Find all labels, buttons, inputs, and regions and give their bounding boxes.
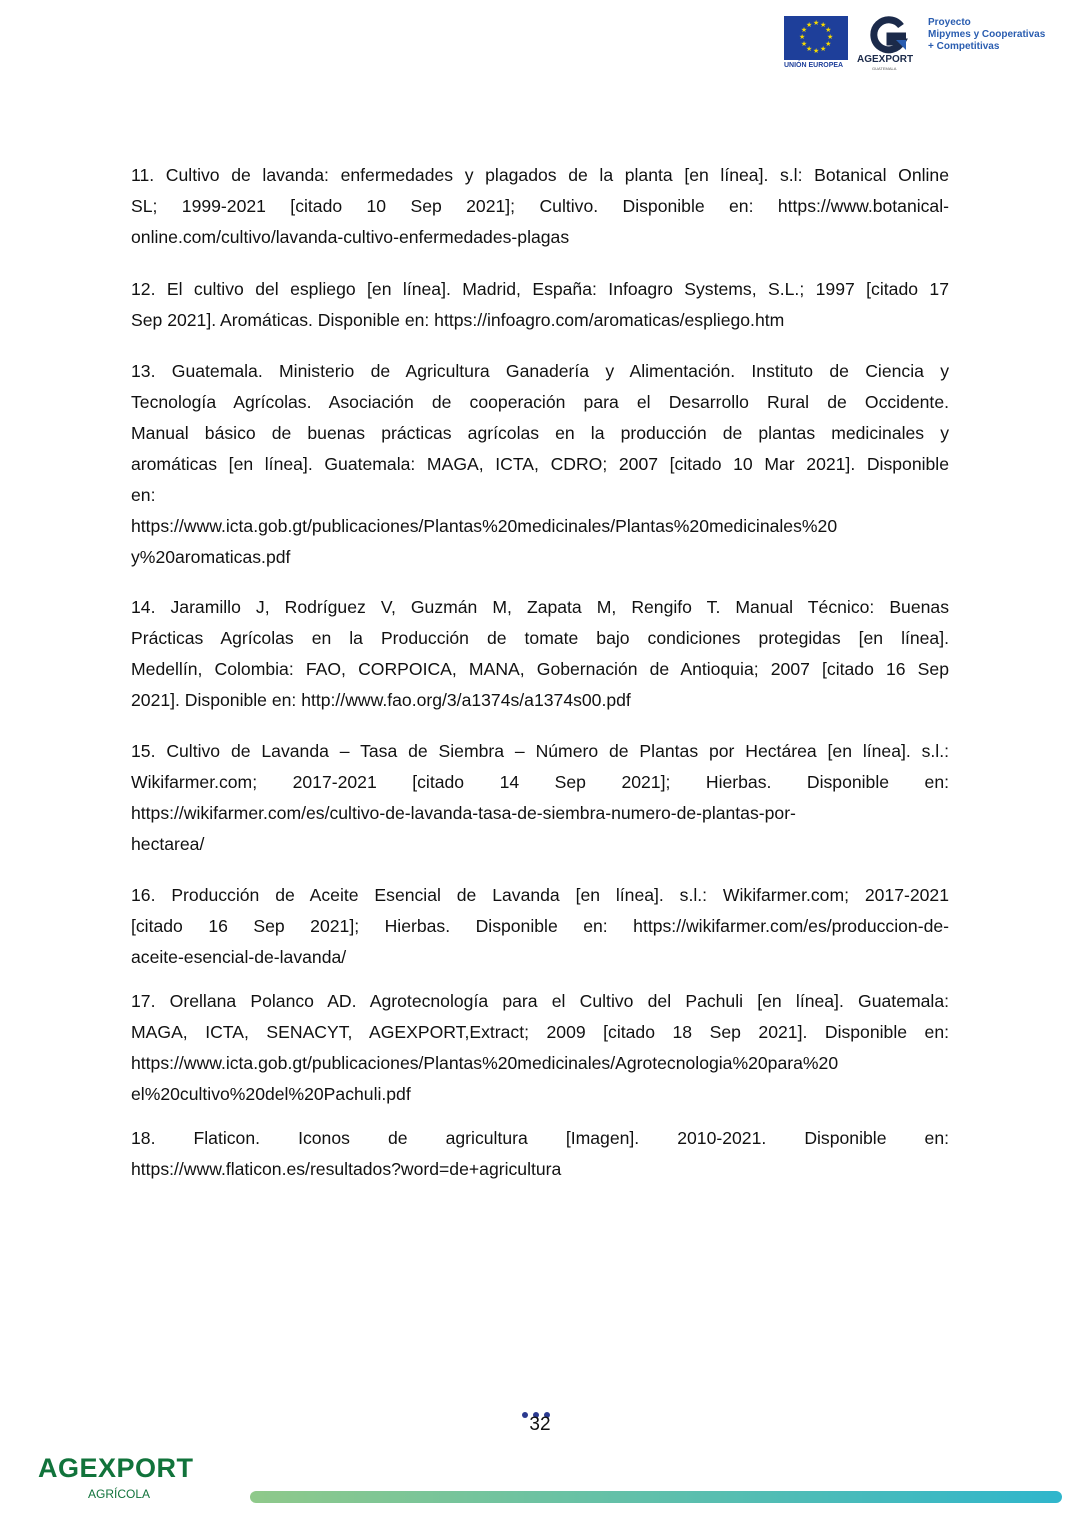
- footer-logo: AGEXPORT: [38, 1453, 194, 1483]
- star-icon: ★: [800, 27, 808, 34]
- agexport-sub: GUATEMALA: [872, 66, 897, 71]
- reference-item: [131, 986, 949, 1110]
- reference-line: Prácticas Agrícolas en la Producción de tomate bajo condiciones protegidas [en línea].: [131, 628, 949, 648]
- reference-line: https://www.icta.gob.gt/publicaciones/Plantas%20medicinales/Agrotecnologia%20para%20: [131, 1053, 839, 1073]
- reference-line: hectarea/: [131, 834, 205, 854]
- star-icon: ★: [820, 46, 827, 54]
- project-line: + Competitivas: [928, 41, 1000, 52]
- reference-line: Wikifarmer.com; 2017-2021 [citado 14 Sep 2021]; Hierbas. Disponible en:: [131, 772, 949, 792]
- reference-line: 14. Jaramillo J, Rodríguez V, Guzmán M, Zapata M, Rengifo T. Manual Técnico: Buenas: [131, 597, 949, 617]
- footer-gradient-bar: [250, 1491, 1062, 1503]
- reference-line: MAGA, ICTA, SENACYT, AGEXPORT,Extract; 2009 [citado 18 Sep 2021]. Disponible en:: [131, 1022, 949, 1042]
- reference-line: y%20aromaticas.pdf: [131, 547, 291, 567]
- reference-line: Medellín, Colombia: FAO, CORPOICA, MANA, Gobernación de Antioquia; 2007 [citado 16 Sep: [131, 659, 949, 679]
- star-icon: ★: [806, 21, 813, 29]
- star-icon: ★: [800, 41, 808, 48]
- star-icon: ★: [799, 34, 806, 41]
- reference-item: [131, 160, 949, 253]
- reference-line: https://www.flaticon.es/resultados?word=de+agricultura: [131, 1159, 562, 1179]
- star-icon: ★: [827, 34, 834, 41]
- star-icon: ★: [806, 46, 813, 54]
- star-icon: ★: [825, 27, 832, 34]
- reference-line: Manual básico de buenas prácticas agrícolas en la producción de plantas medicinales y: [131, 423, 949, 443]
- page-number: 32: [529, 1414, 551, 1435]
- reference-line: 12. El cultivo del espliego [en línea]. Madrid, España: Infoagro Systems, S.L.; 1997 [citado 17: [131, 279, 949, 299]
- star-icon: ★: [813, 48, 820, 55]
- agexport-label: AGEXPORT: [857, 54, 914, 65]
- footer-logo-sub: AGRÍCOLA: [88, 1487, 151, 1501]
- reference-line: en:: [131, 485, 156, 505]
- reference-line: 16. Producción de Aceite Esencial de Lavanda [en línea]. s.l.: Wikifarmer.com; 2017-2021: [131, 885, 949, 905]
- eu-label: UNIÓN EUROPEA: [784, 62, 844, 69]
- project-name: [928, 17, 1045, 53]
- reference-line: Sep 2021]. Aromáticas. Disponible en: https://infoagro.com/aromaticas/espliego.htm: [131, 310, 785, 330]
- star-icon: ★: [825, 41, 832, 48]
- reference-line: 15. Cultivo de Lavanda – Tasa de Siembra – Número de Plantas por Hectárea [en línea]. s.l.:: [131, 741, 949, 761]
- reference-item: [131, 880, 949, 973]
- reference-item: [131, 274, 949, 336]
- reference-line: 11. Cultivo de lavanda: enfermedades y plagados de la planta [en línea]. s.l: Botanical Online: [131, 165, 949, 185]
- project-line: Proyecto: [928, 17, 971, 28]
- reference-line: SL; 1999-2021 [citado 10 Sep 2021]; Cultivo. Disponible en: https://www.botanical-: [131, 196, 949, 216]
- project-line: Mipymes y Cooperativas: [928, 29, 1046, 40]
- reference-item: [131, 736, 949, 860]
- eu-flag-logo: [784, 16, 848, 60]
- reference-line: 13. Guatemala. Ministerio de Agricultura Ganadería y Alimentación. Instituto de Ciencia y: [131, 361, 949, 381]
- reference-line: online.com/cultivo/lavanda-cultivo-enfermedades-plagas: [131, 227, 570, 247]
- reference-line: aromáticas [en línea]. Guatemala: MAGA, ICTA, CDRO; 2007 [citado 10 Mar 2021]. Disponible: [131, 454, 949, 474]
- reference-item: [131, 592, 949, 716]
- page-dots-decoration: [522, 1405, 558, 1413]
- star-icon: ★: [813, 20, 820, 27]
- reference-line: Tecnología Agrícolas. Asociación de cooperación para el Desarrollo Rural de Occidente.: [131, 392, 949, 412]
- star-icon: ★: [820, 21, 827, 29]
- reference-line: el%20cultivo%20del%20Pachuli.pdf: [131, 1084, 411, 1104]
- reference-line: 18. Flaticon. Iconos de agricultura [Imagen]. 2010-2021. Disponible en:: [131, 1128, 949, 1148]
- reference-line: https://wikifarmer.com/es/cultivo-de-lavanda-tasa-de-siembra-numero-de-plantas-por-: [131, 803, 796, 823]
- reference-item: [131, 1123, 949, 1185]
- reference-line: aceite-esencial-de-lavanda/: [131, 947, 347, 967]
- reference-line: [citado 16 Sep 2021]; Hierbas. Disponible en: https://wikifarmer.com/es/produccion-de-: [131, 916, 949, 936]
- reference-line: 2021]. Disponible en: http://www.fao.org/3/a1374s/a1374s00.pdf: [131, 690, 631, 710]
- header-logos: [784, 16, 1074, 76]
- reference-item: [131, 356, 949, 573]
- agexport-g-logo: [868, 16, 908, 56]
- reference-line: https://www.icta.gob.gt/publicaciones/Plantas%20medicinales/Plantas%20medicinales%20: [131, 516, 838, 536]
- reference-line: 17. Orellana Polanco AD. Agrotecnología para el Cultivo del Pachuli [en línea]. Guatemala:: [131, 991, 949, 1011]
